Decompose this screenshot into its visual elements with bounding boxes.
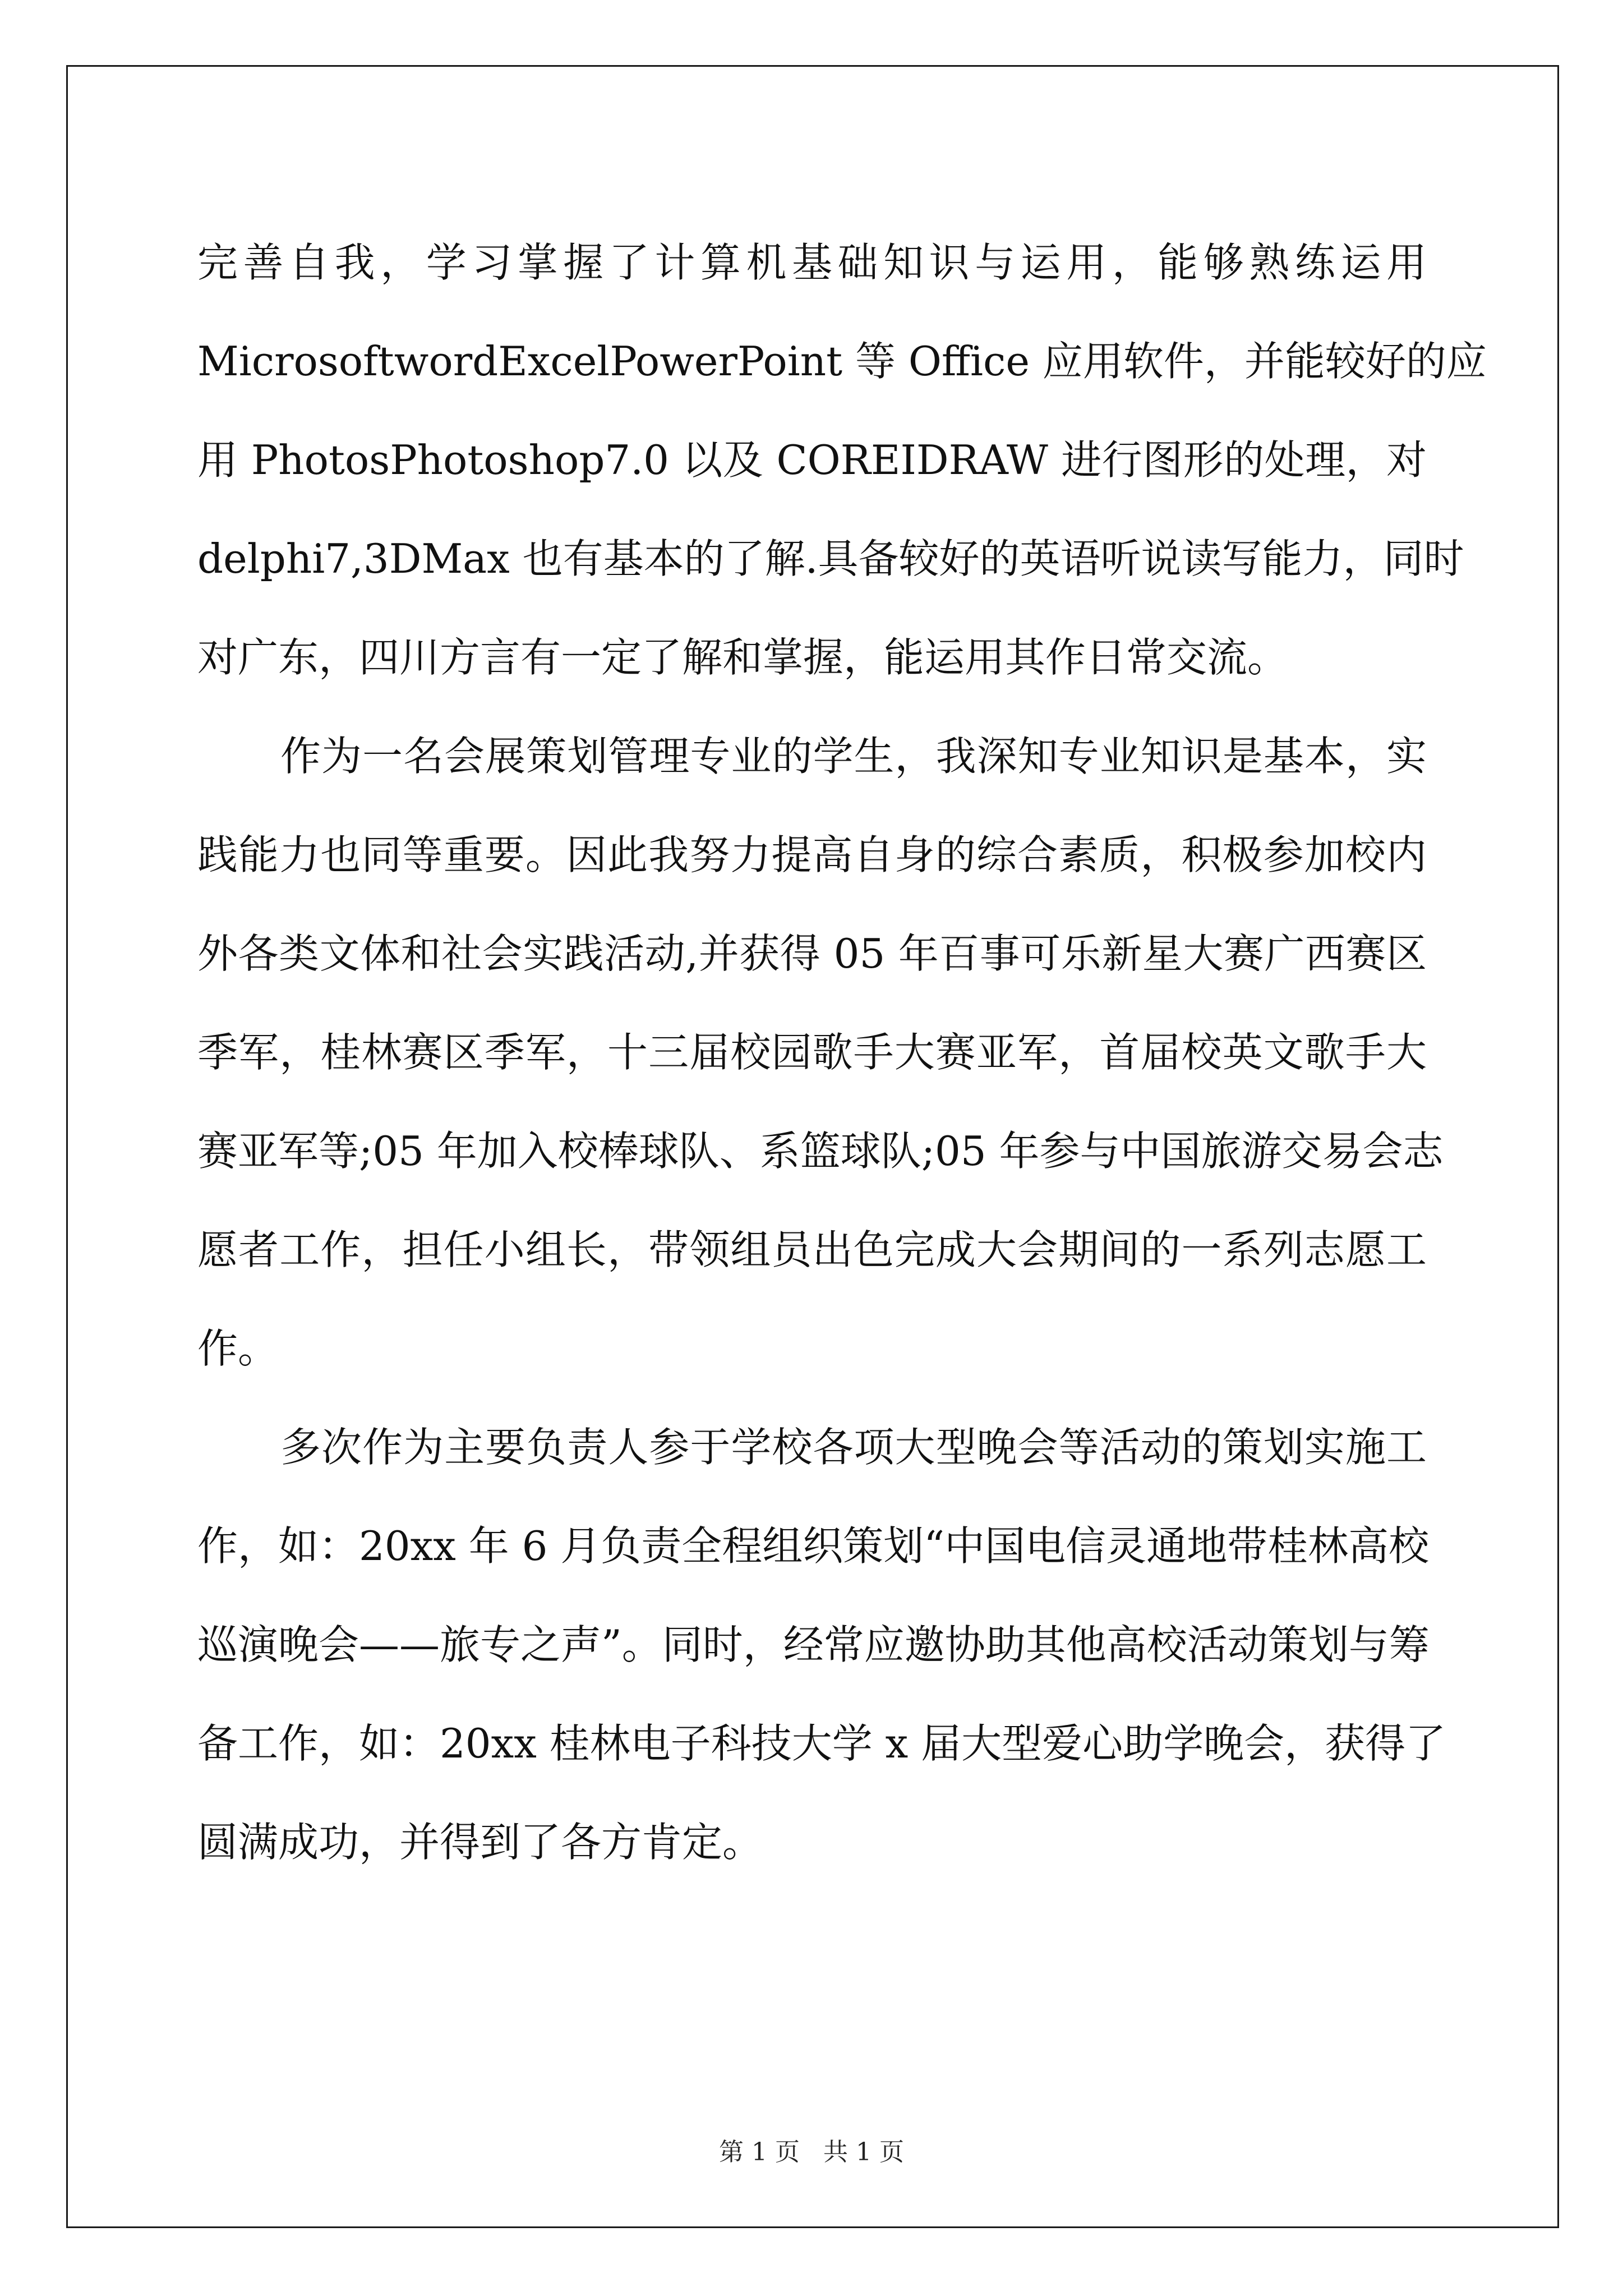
paragraph-2-line-2: 践能力也同等重要。因此我努力提高自身的综合素质，积极参加校内 [197,831,1427,878]
paragraph-3-line-3: 巡演晚会——旅专之声”。同时，经常应邀协助其他高校活动策划与筹 [197,1621,1430,1668]
paragraph-2-line-4: 季军，桂林赛区季军，十三届校园歌手大赛亚军，首届校英文歌手大 [197,1029,1427,1076]
paragraph-2-line-6: 愿者工作，担任小组长，带领组员出色完成大会期间的一系列志愿工 [197,1226,1427,1273]
paragraph-1-line-4: delphi7,3DMax 也有基本的了解.具备较好的英语听说读写能力，同时 [197,535,1464,582]
paragraph-1-line-1: 完善自我，学习掌握了计算机基础知识与运用，能够熟练运用 [197,239,1427,286]
paragraph-3-line-5: 圆满成功，并得到了各方肯定。 [197,1819,763,1866]
paragraph-3-line-4: 备工作，如：20xx 桂林电子科技大学 x 届大型爱心助学晚会，获得了 [197,1720,1446,1767]
paragraph-3-line-2: 作，如：20xx 年 6 月负责全程组织策划“中国电信灵通地带桂林高校 [197,1522,1430,1570]
paragraph-3-line-1: 多次作为主要负责人参于学校各项大型晚会等活动的策划实施工 [280,1424,1427,1471]
paragraph-2-line-5: 赛亚军等;05 年加入校棒球队、系篮球队;05 年参与中国旅游交易会志 [197,1128,1444,1175]
paragraph-1-line-3: 用 PhotosPhotoshop7.0 以及 COREIDRAW 进行图形的处理，对 [197,436,1427,484]
paragraph-1-line-2: MicrosoftwordExcelPowerPoint 等 Office 应用软件，并能较好的应 [197,338,1487,385]
paragraph-2-line-7: 作。 [197,1325,279,1372]
page-number-footer: 第 1 页 共 1 页 [719,2138,904,2166]
paragraph-1-line-5: 对广东，四川方言有一定了解和掌握，能运用其作日常交流。 [197,634,1288,681]
paragraph-2-line-3: 外各类文体和社会实践活动,并获得 05 年百事可乐新星大赛广西赛区 [197,930,1427,977]
paragraph-2-line-1: 作为一名会展策划管理专业的学生，我深知专业知识是基本，实 [280,733,1427,780]
document-body [197,213,1487,1892]
